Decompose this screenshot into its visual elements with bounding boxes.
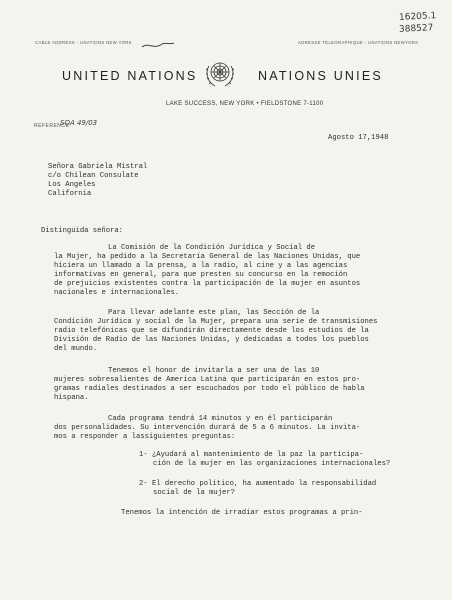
question-2-line: social de la mujer?	[153, 489, 235, 497]
recipient-line-3: Los Angeles	[48, 181, 96, 189]
paragraph-2-line: Para llevar adelante este plan, las Sección de la	[108, 309, 320, 317]
paragraph-1-line: La Comisión de la Condición Jurídica y Social de	[108, 244, 316, 252]
paragraph-3-line: Tenemos el honor de invitarla a ser una de las 10	[108, 367, 320, 375]
paragraph-1-line: nacionales e internacionales.	[54, 289, 180, 297]
reference-value: SOA 49/03	[60, 119, 98, 127]
salutation: Distinguida señora:	[41, 227, 123, 235]
recipient-name: Señora Gabriela Mistral	[48, 163, 148, 171]
paragraph-1-line: de prejuicios existentes contra la participación de la mujer en asuntos	[54, 280, 361, 288]
paragraph-1-line: informativas en general, para que presten su concurso en la remoción	[54, 271, 348, 279]
reference-label: REFERENCE:	[34, 123, 72, 129]
cable-address-left: CABLE ADDRESS - UNATIONS NEW YORK	[35, 40, 133, 45]
paragraph-2-line: Condición Jurídica y social de la Mujer, prepara una serie de transmisiones	[54, 318, 378, 326]
org-name-english: UNITED NATIONS	[62, 69, 198, 83]
recipient-line-2: c/o Chilean Consulate	[48, 172, 139, 180]
paragraph-3-line: hispana.	[54, 394, 89, 402]
handwritten-check-mark-icon	[140, 38, 180, 52]
paragraph-3-line: mujeres sobresalientes de America Latina que participarán en estos pro-	[54, 376, 361, 384]
united-nations-emblem-icon	[203, 58, 237, 90]
letter-date: Agosto 17,1948	[328, 134, 389, 142]
handwritten-number-2: 388527	[398, 23, 434, 35]
closing-partial-line: Tenemos la intención de irradiar estos programas a prin-	[121, 509, 363, 517]
question-1-line: 1- ¿Ayudará al mantenimiento de la paz la participa-	[139, 451, 364, 459]
question-1-line: ción de la mujer en las organizaciones internacionales?	[153, 460, 391, 468]
paragraph-4-line: Cada programa tendrá 14 minutos y en él participarán	[108, 415, 333, 423]
paragraph-1-line: hiciera un llamado a la prensa, a la radio, al cine y a las agencias	[54, 262, 348, 270]
recipient-line-4: California	[48, 190, 92, 198]
paragraph-2-line: radio telefónicas que se difundirán directamente desde los estudios de la	[54, 327, 369, 335]
paragraph-2-line: del mundo.	[54, 345, 98, 353]
org-name-french: NATIONS UNIES	[258, 69, 383, 83]
address-line: LAKE SUCCESS, NEW YORK • FIELDSTONE 7-1100	[166, 101, 324, 107]
paragraph-1-line: la Mujer, ha pedido a la Secretaría General de las Naciones Unidas, que	[54, 253, 361, 261]
paragraph-4-line: mos a responder a lassiguientes preguntas:	[54, 433, 236, 441]
paragraph-2-line: División de Radio de las Naciones Unidas, y dedicadas a todos los pueblos	[54, 336, 369, 344]
handwritten-number-1: 16205.1	[398, 11, 437, 23]
question-2-line: 2- El derecho político, ha aumentado la responsabilidad	[139, 480, 377, 488]
cable-address-right: ADRESSE TELEGRAPHIQUE - UNATIONS NEWYORK	[298, 40, 419, 45]
paragraph-3-line: gramas radiales destinados a ser escuchados por todo el público de habla	[54, 385, 365, 393]
paragraph-4-line: dos personalidades. Su intervención durará de 5 a 6 minutos. La invita-	[54, 424, 361, 432]
